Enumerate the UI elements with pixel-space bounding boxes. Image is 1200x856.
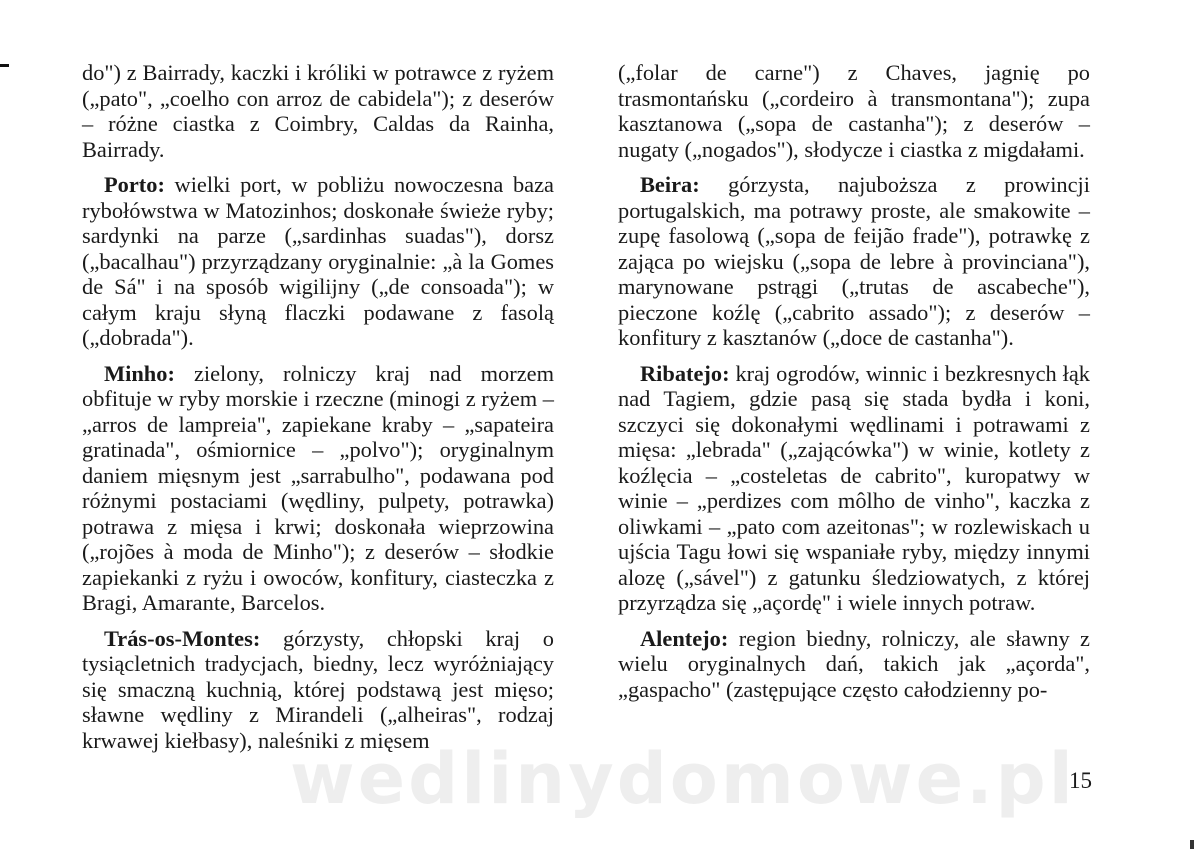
- paragraph-text: („folar de carne") z Chaves, jagnię po trasmontańsku („cordeiro à transmontana"); zupa kasztanowa („sopa de castanha"); z deserów – nugaty („nogados"), słodycze i ciastka z migdałami.: [618, 60, 1090, 162]
- right-column: [618, 60, 1090, 712]
- paragraph-text: zielony, rolniczy kraj nad morzem obfituje w ryby morskie i rzeczne (minogi z ryżem – „arros de lampreia", zapiekane kraby – „sapateira gratinada", ośmiornice – „polvo"); oryginalnym daniem mięsnym jest „sarrabulho", podawana pod różnymi postaciami (wędliny, pulpety, potrawka) potrawa z mięsa i krwi; doskonała wieprzowina („rojões à moda de Minho"); z deserów – słodkie zapiekanki z ryżu i owoców, konfitury, ciasteczka z Bragi, Amarante, Barcelos.: [82, 360, 554, 615]
- region-term-ribatejo: Ribatejo:: [640, 360, 730, 386]
- region-term-tras-os-montes: Trás-os-Montes:: [104, 625, 261, 651]
- scan-corner-mark: [0, 64, 9, 67]
- paragraph-text: górzysta, najuboższa z prowincji portugalskich, ma potrawy proste, ale smakowite – zupę fasolową („sopa de feijão frade"), potrawkę z zająca po wiejsku („sopa de lebre à provinciana"), marynowane pstrągi („trutas de ascabeche"), pieczone koźlę („cabrito assado"); z deserów – konfitury z kasztanów („doce de castanha").: [618, 172, 1090, 350]
- watermark: wedlinydomowe.pl: [290, 738, 1076, 820]
- paragraph-porto: [82, 172, 554, 351]
- paragraph-text: do") z Bairrady, kaczki i króliki w potrawce z ryżem („pato", „coelho con arroz de cabidela"); z deserów – różne ciastka z Coimbry, Caldas da Rainha, Bairrady.: [82, 60, 554, 162]
- paragraph-ribatejo: [618, 361, 1090, 616]
- region-term-alentejo: Alentejo:: [640, 625, 729, 651]
- paragraph-beira: [618, 172, 1090, 351]
- paragraph-tras-os-montes-continued: [618, 60, 1090, 162]
- left-column: [82, 60, 554, 763]
- page-number: 15: [1069, 768, 1092, 793]
- paragraph-tras-os-montes: [82, 626, 554, 754]
- paragraph-bairrada-continued: [82, 60, 554, 162]
- paragraph-text: wielki port, w pobliżu nowoczesna baza rybołówstwa w Matozinhos; doskonałe świeże ryby; sardynki na parze („sardinhas suadas"), dorsz („bacalhau") przyrządzany oryginalnie: „à la Gomes de Sá" i na sposób wigilijny („de consoada"); w całym kraju słyną flaczki podawane z fasolą („dobrada").: [82, 172, 554, 350]
- region-term-minho: Minho:: [104, 360, 175, 386]
- paragraph-text: kraj ogrodów, winnic i bezkresnych łąk nad Tagiem, gdzie pasą się stada bydła i koni, szczyci się dokonałymi wędlinami i potrawami z mięsa: „lebrada" („zającówka") w winie, kotlety z koźlęcia – „costeletas de cabrito", kuropatwy w winie – „perdizes com môlho de vinho", kaczka z oliwkami – „pato com azeitonas"; w rozlewiskach u ujścia Tagu łowi się wspaniałe ryby, między innymi alozę („sável") z gatunku śledziowatych, z której przyrządza się „açordę" i wiele innych potraw.: [618, 360, 1090, 615]
- region-term-beira: Beira:: [640, 172, 700, 197]
- paragraph-alentejo: [618, 626, 1090, 703]
- paragraph-text: region biedny, rolniczy, ale sławny z wielu oryginalnych dań, takich jak „açorda", „gaspacho" (zastępujące często całodzienny po-: [618, 625, 1090, 702]
- paragraph-text: górzysty, chłopski kraj o tysiącletnich tradycjach, biedny, lecz wyróżniający się smaczną kuchnią, której podstawą jest mięso; sławne wędliny z Mirandeli („alheiras", rodzaj krwawej kiełbasy), naleśniki z mięsem: [82, 625, 554, 753]
- scan-edge-mark: [1190, 840, 1194, 849]
- paragraph-minho: [82, 361, 554, 616]
- region-term-porto: Porto:: [104, 172, 165, 197]
